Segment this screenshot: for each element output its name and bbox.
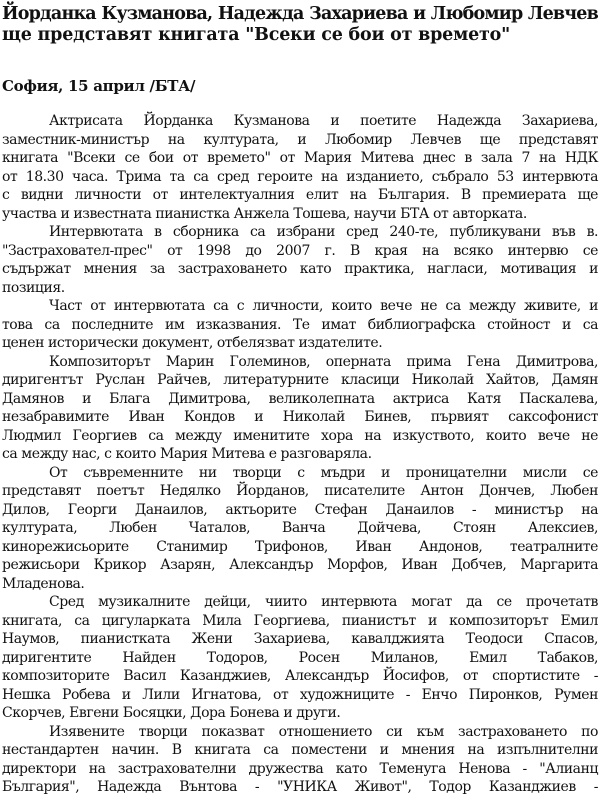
- paragraph-line: "Застраховател-прес" от 1998 до 2007 г. В края на всяко интервю се: [2, 242, 598, 259]
- title-line: ще представят книгата "Всеки се бои от времето": [2, 25, 511, 45]
- paragraph-line: заместник-министър на културата, и Любомир Левчев ще представят: [2, 131, 598, 148]
- paragraph-line: Младенова.: [2, 575, 85, 592]
- paragraph-line: Наумов, пианистката Жени Захариева, кавалджията Теодоси Спасов,: [2, 631, 598, 647]
- paragraph-line: съдържат мнения за застраховането като практика, нагласи, мотивация и: [2, 261, 598, 277]
- paragraph-line: директори на застрахователни дружества като Теменуга Ненова - "Алианц: [2, 760, 598, 777]
- paragraph-line: Дилов, Георги Данаилов, актьорите Стефан Данаилов - министър на: [2, 501, 598, 518]
- paragraph-line: Изявените творци показват отношението си към застраховането по: [49, 723, 598, 740]
- paragraph-line: ценен исторически документ, отбелязват издателите.: [2, 335, 383, 351]
- paragraph-line: Композиторът Марин Големинов, оперната прима Гена Димитрова,: [49, 353, 598, 370]
- paragraph-line: Нешка Робева и Лили Игнатова, от художниците - Енчо Пиронков, Румен: [2, 686, 598, 703]
- paragraph-line: режисьори Крикор Азарян, Александър Морфов, Иван Добчев, Маргарита: [2, 557, 598, 573]
- article-body: [2, 112, 598, 797]
- paragraph-line: диригентът Руслан Райчев, литературните класици Николай Хайтов, Дамян: [2, 372, 598, 388]
- paragraph-line: с видни личности от интелектуалния елит на България. В премиерата ще: [2, 187, 598, 203]
- paragraph-line: позиция.: [2, 279, 65, 296]
- paragraph-line: Дамянов и Блага Димитрова, великолепната актриса Катя Паскалева,: [2, 390, 598, 407]
- dateline: София, 15 април /БТА/: [2, 77, 196, 95]
- article-title: [2, 4, 598, 46]
- paragraph-line: Скорчев, Евгени Босяцки, Дора Бонева и други.: [2, 705, 341, 721]
- paragraph-line: от 18.30 часа. Трима та са сред героите на изданието, събрало 53 интервюта: [2, 168, 598, 185]
- paragraph-line: България", Надежда Вънтова - "УНИКА Живот", Тодор Казанджиев -: [2, 779, 598, 795]
- paragraph-line: културата, Любен Чаталов, Ванча Дойчева, Стоян Алексиев,: [2, 520, 598, 536]
- paragraph-line: Сред музикалните дейци, чиито интервюта могат да се прочетатв: [49, 594, 598, 610]
- paragraph-line: Актрисата Йорданка Кузманова и поетите Надежда Захариева,: [49, 113, 598, 129]
- paragraph-line: участва и известната пианистка Анжела Тошева, научи БТА от авторката.: [2, 205, 527, 222]
- paragraph-line: книгата, са цигуларката Мила Георгиева, пианистът и композиторът Емил: [2, 612, 598, 629]
- article-page: [2, 0, 598, 795]
- paragraph: [2, 353, 598, 464]
- paragraph-line: Людмил Георгиев са между именитите хора на изкуството, които вече не: [2, 427, 598, 444]
- paragraph-line: Интервютата в сборника са избрани сред 240-те, публикувани във в.: [49, 224, 598, 240]
- paragraph: [2, 723, 598, 797]
- paragraph-line: кинорежисьорите Станимир Трифонов, Иван Андонов, театралните: [2, 538, 598, 555]
- paragraph: [2, 297, 598, 353]
- paragraph-line: представят поетът Недялко Йорданов, писателите Антон Дончев, Любен: [2, 483, 598, 499]
- paragraph-line: незабравимите Иван Кондов и Николай Бинев, първият саксофонист: [2, 409, 598, 425]
- paragraph: [2, 464, 598, 594]
- title-line: Йорданка Кузманова, Надежда Захариева и Любомир Левчев: [2, 4, 598, 24]
- paragraph-line: диригентите Найден Тодоров, Росен Миланов, Емил Табаков,: [2, 649, 598, 666]
- paragraph: [2, 112, 598, 223]
- paragraph-line: нестандартен начин. В книгата са поместени и мнения на изпълнителни: [2, 742, 598, 758]
- paragraph: [2, 223, 598, 297]
- paragraph-line: Част от интервютата са с личности, които вече не са между живите, и: [49, 298, 598, 314]
- paragraph-line: са между нас, с които Мария Митева е разговаряла.: [2, 446, 372, 462]
- paragraph: [2, 593, 598, 723]
- paragraph-line: От съвременните ни творци с мъдри и проницателни мисли се: [49, 464, 598, 481]
- paragraph-line: книгата "Всеки се бои от времето" от Мария Митева днес в зала 7 на НДК: [2, 150, 598, 166]
- paragraph-line: композиторите Васил Казанджиев, Александър Йосифов, от спортистите -: [2, 668, 598, 684]
- paragraph-line: това са последните им изказвания. Те имат библиографска стойност и са: [2, 316, 598, 333]
